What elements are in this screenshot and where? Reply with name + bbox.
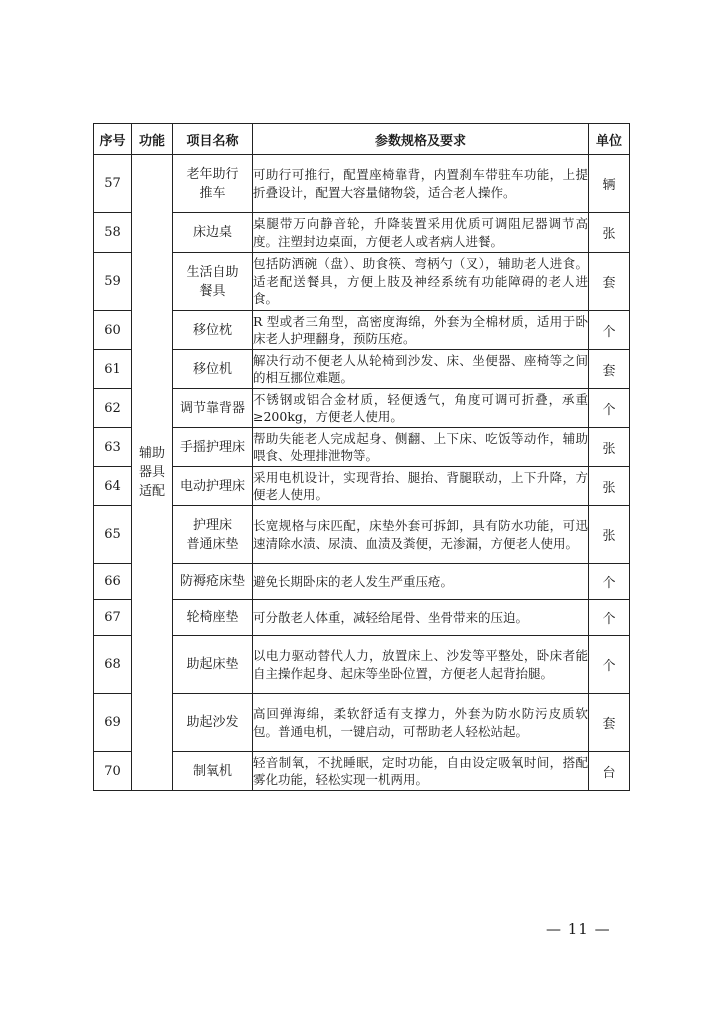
item-name: 调节靠背器 (179, 400, 245, 416)
row-number: 65 (94, 506, 132, 564)
item-name: 护理床 普通床垫 (186, 517, 239, 552)
item-spec: 采用电机设计，实现背抬、腿抬、背腿联动，上下升降，方便老人使用。 (253, 467, 589, 506)
item-unit: 套 (589, 694, 630, 752)
item-name-cell (173, 350, 253, 389)
row-number: 57 (94, 155, 132, 213)
item-name: 移位机 (192, 361, 232, 377)
table-row (94, 564, 630, 600)
item-unit: 个 (589, 600, 630, 636)
header-spec: 参数规格及要求 (253, 124, 589, 155)
item-unit: 张 (589, 213, 630, 253)
item-spec: 以电力驱动替代人力，放置床上、沙发等平整处，卧床者能自主操作起身、起床等坐卧位置，方便老人起背抬腿。 (253, 636, 589, 694)
item-unit: 辆 (589, 155, 630, 213)
row-number: 63 (94, 428, 132, 467)
item-name: 生活自助 餐具 (186, 264, 239, 299)
item-spec: 可助行可推行，配置座椅靠背，内置刹车带驻车功能，上提折叠设计，配置大容量储物袋，适合老人操作。 (253, 155, 589, 213)
item-name: 制氧机 (192, 763, 232, 779)
item-name-cell (173, 155, 253, 213)
page-number: — 11 — (546, 920, 611, 938)
row-number: 64 (94, 467, 132, 506)
item-name: 移位枕 (192, 322, 232, 338)
item-spec: 桌腿带万向静音轮，升降装置采用优质可调阻尼器调节高度。注塑封边桌面，方便老人或者病人进餐。 (253, 213, 589, 253)
item-name-cell (173, 636, 253, 694)
item-unit: 张 (589, 506, 630, 564)
item-name: 床边桌 (192, 225, 232, 240)
header-unit: 单位 (589, 124, 630, 155)
item-spec: 可分散老人体重，减轻给尾骨、坐骨带来的压迫。 (253, 600, 589, 636)
item-spec: 帮助失能老人完成起身、侧翻、上下床、吃饭等动作，辅助喂食、处理排泄物等。 (253, 428, 589, 467)
row-number: 60 (94, 311, 132, 350)
item-unit: 台 (589, 752, 630, 791)
item-name-cell (173, 253, 253, 311)
item-spec: 长宽规格与床匹配，床垫外套可拆卸，具有防水功能，可迅速清除水渍、尿渍、血渍及粪便，无渗漏，方便老人使用。 (253, 506, 589, 564)
table-row (94, 600, 630, 636)
item-spec: 解决行动不便老人从轮椅到沙发、床、坐便器、座椅等之间的相互挪位难题。 (253, 350, 589, 389)
item-spec: 避免长期卧床的老人发生严重压疮。 (253, 564, 589, 600)
row-number: 68 (94, 636, 132, 694)
item-name-cell (173, 506, 253, 564)
item-name: 助起床垫 (186, 657, 239, 672)
item-name-cell (173, 428, 253, 467)
item-unit: 个 (589, 389, 630, 428)
item-spec: 轻音制氧，不扰睡眠，定时功能，自由设定吸氧时间，搭配雾化功能，轻松实现一机两用。 (253, 752, 589, 791)
table-row (94, 428, 630, 467)
header-no: 序号 (94, 124, 132, 155)
row-number: 69 (94, 694, 132, 752)
table-row (94, 155, 630, 213)
item-name: 老年助行 推车 (186, 166, 239, 201)
item-name: 助起沙发 (186, 715, 239, 730)
table-row (94, 350, 630, 389)
equipment-spec-table (93, 123, 630, 791)
item-name-cell (173, 564, 253, 600)
item-name: 电动护理床 (179, 478, 245, 494)
table-row (94, 213, 630, 253)
item-spec: 包括防洒碗（盘）、助食筷、弯柄勺（叉），辅助老人进食。适老配送餐具，方便上肢及神经系统有功能障碍的老人进食。 (253, 253, 589, 311)
item-name-cell (173, 600, 253, 636)
row-number: 61 (94, 350, 132, 389)
item-spec: 高回弹海绵，柔软舒适有支撑力，外套为防水防污皮质软包。普通电机，一键启动，可帮助老人轻松站起。 (253, 694, 589, 752)
table-row (94, 389, 630, 428)
item-unit: 套 (589, 350, 630, 389)
header-item-name: 项目名称 (173, 124, 253, 155)
item-unit: 个 (589, 311, 630, 350)
item-unit: 张 (589, 467, 630, 506)
function-group-cell (132, 155, 173, 791)
header-function: 功能 (132, 124, 173, 155)
function-group-label: 辅助 器具 适配 (138, 446, 165, 499)
row-number: 59 (94, 253, 132, 311)
item-spec: 不锈钢或铝合金材质，轻便透气，角度可调可折叠，承重≥200kg，方便老人使用。 (253, 389, 589, 428)
item-name: 轮椅座垫 (186, 610, 239, 625)
item-name-cell (173, 311, 253, 350)
table-row (94, 636, 630, 694)
item-unit: 张 (589, 428, 630, 467)
item-name-cell (173, 694, 253, 752)
table-row (94, 311, 630, 350)
item-name-cell (173, 389, 253, 428)
table-row (94, 752, 630, 791)
table-header-row (94, 124, 630, 155)
item-name: 防褥疮床垫 (179, 574, 245, 589)
item-name-cell (173, 213, 253, 253)
table-row (94, 467, 630, 506)
row-number: 70 (94, 752, 132, 791)
item-unit: 套 (589, 253, 630, 311)
item-name-cell (173, 467, 253, 506)
table-row (94, 506, 630, 564)
item-unit: 个 (589, 564, 630, 600)
row-number: 67 (94, 600, 132, 636)
item-unit: 个 (589, 636, 630, 694)
row-number: 58 (94, 213, 132, 253)
row-number: 66 (94, 564, 132, 600)
table-row (94, 253, 630, 311)
item-name: 手摇护理床 (179, 439, 245, 455)
item-spec: R 型或者三角型，高密度海绵，外套为全棉材质，适用于卧床老人护理翻身，预防压疮。 (253, 311, 589, 350)
row-number: 62 (94, 389, 132, 428)
table-row (94, 694, 630, 752)
item-name-cell (173, 752, 253, 791)
